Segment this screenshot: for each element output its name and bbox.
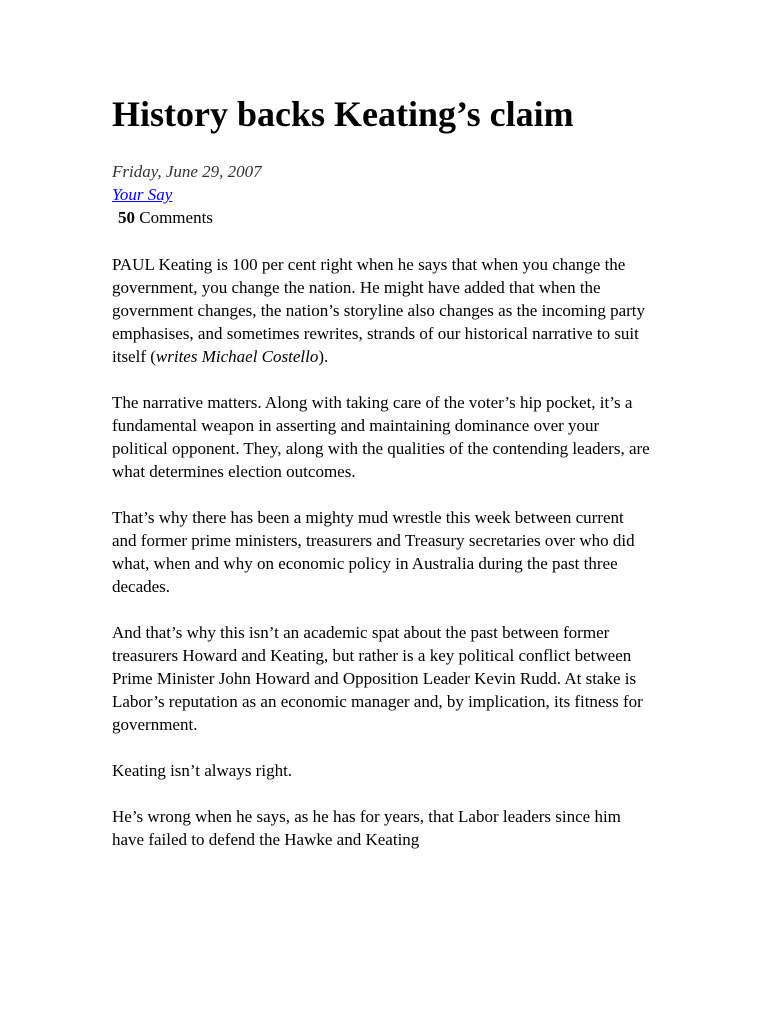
paragraph-4: And that’s why this isn’t an academic spat about the past between former treasurers Howard and Keating, but rather is a key political conflict between Prime Minister John Howard and Opposition Leader Kevin Rudd. At stake is Labor’s reputation as an economic manager and, by implication, its fitness for government. bbox=[112, 623, 643, 734]
paragraph-1 bbox=[112, 253, 652, 368]
paragraph-2: The narrative matters. Along with taking care of the voter’s hip pocket, it’s a fundamental weapon in asserting and maintaining dominance over your political opponent. They, along with the qualities of the contending leaders, are what determines election outcomes. bbox=[112, 393, 650, 481]
paragraph-3: That’s why there has been a mighty mud wrestle this week between current and former prime ministers, treasurers and Treasury secretaries over who did what, when and why on economic policy in Australia during the past three decades. bbox=[112, 508, 635, 596]
byline: writes Michael Costello bbox=[155, 347, 319, 366]
comments-count[interactable] bbox=[112, 206, 652, 229]
article bbox=[112, 92, 652, 874]
paragraph-6: He’s wrong when he says, as he has for years, that Labor leaders since him have failed to defend the Hawke and Keating bbox=[112, 807, 621, 849]
comments-label: Comments bbox=[139, 208, 213, 227]
paragraph-1-end: ). bbox=[318, 347, 329, 366]
article-date: Friday, June 29, 2007 bbox=[112, 162, 262, 181]
paragraph-5: Keating isn’t always right. bbox=[112, 761, 293, 780]
comments-number: 50 bbox=[118, 208, 135, 227]
article-title: History backs Keating’s claim bbox=[112, 94, 574, 134]
section-link[interactable]: Your Say bbox=[112, 185, 173, 204]
paragraph-1-text: PAUL Keating is 100 per cent right when he says that when you change the government, you change the nation. He might have added that when the government changes, the nation’s storyline also changes as the incoming party emphasises, and sometimes rewrites, strands of our historical narrative to suit itself ( bbox=[112, 255, 646, 366]
article-body bbox=[112, 253, 652, 851]
